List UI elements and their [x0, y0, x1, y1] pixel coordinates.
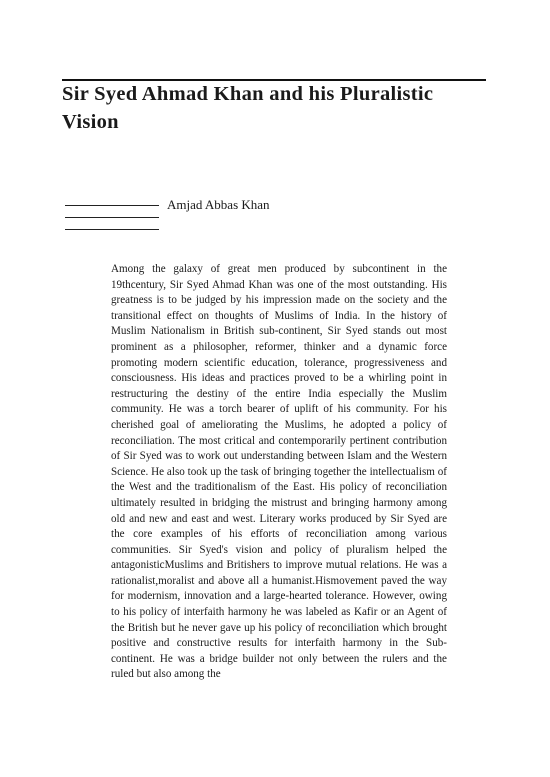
- byline-rule-3: [65, 229, 159, 230]
- article-title: Sir Syed Ahmad Khan and his Pluralistic Vision: [62, 83, 434, 133]
- article-body: Among the galaxy of great men produced by subcontinent in the 19thcentury, Sir Syed Ahmad Khan was one of the most outstanding. His greatness is to be judged by his impression made on the society and the transitional effect on thoughts of Muslims of India. In the history of Muslim Nationalism in British sub-continent, Sir Syed stands out most prominent as a philosopher, reformer, thinker and a dynamic force promoting modern scientific education, tolerance, progressiveness and consciousness. His ideas and practices proved to be a whirling point in restructuring the destiny of the entire India especially the Muslim community. He was a torch bearer of uplift of his community. For his cherished goal of ameliorating the Muslims, he adopted a policy of reconciliation. The most critical and contemporarily pertinent contribution of Sir Syed was to work out understanding between Islam and the Western Science. He also took up the task of bringing together the intellectualism of the West and the traditionalism of the East. His policy of reconciliation ultimately resulted in bridging the mistrust and bringing harmony among old and new and east and west. Literary works produced by Sir Syed are the core examples of his efforts of reconciliation among various communities. Sir Syed's vision and policy of pluralism helped the antagonisticMuslims and Britishers to improve mutual relations. He was a rationalist,moralist and above all a humanist.Hismovement paved the way for modernism, innovation and a large-hearted tolerance. However, owing to his policy of interfaith harmony he was labeled as Kafir or an Agent of the British but he never gave up his policy of reconciliation which brought positive and constructive results for interfaith harmony in the Sub-continent. He was a bridge builder not only between the rulers and the ruled but also among the: [111, 263, 447, 681]
- byline-rule-1: [65, 205, 159, 206]
- byline-rule-2: [65, 217, 159, 218]
- author-name: Amjad Abbas Khan: [167, 197, 270, 212]
